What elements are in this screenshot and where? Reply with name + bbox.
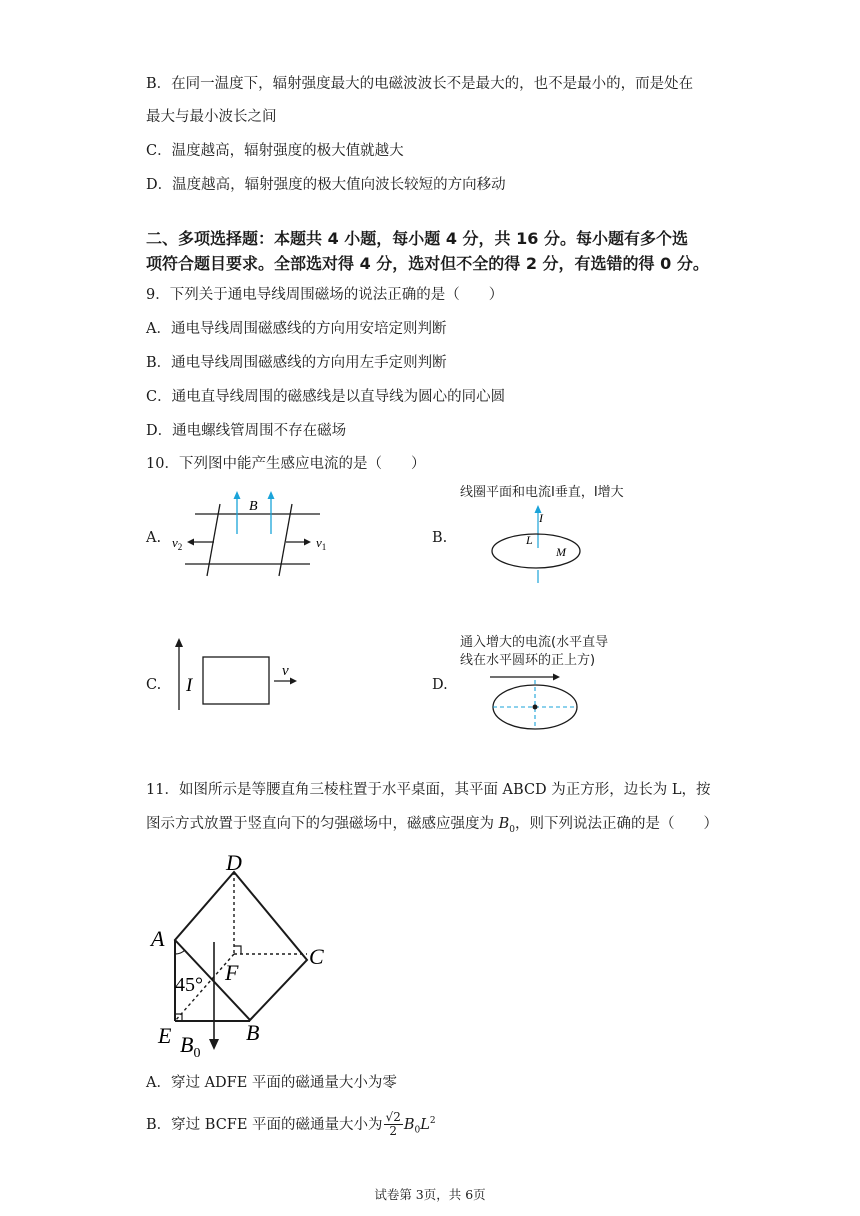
q10-fig-a-v2-label: $v_2$ <box>172 535 183 552</box>
q10-fig-b-caption: 线圈平面和电流I垂直，I增大 <box>460 485 624 500</box>
section2-heading-line1: 二、多项选择题：本题共 4 小题，每小题 4 分，共 16 分。每小题有多个选 <box>146 229 688 248</box>
q10-fig-d-caption-line2: 线在水平圆环的正上方) <box>460 653 596 668</box>
q11-fig-label-f: F <box>225 960 239 985</box>
q10-fig-a-b-label: B <box>249 499 258 514</box>
q9-stem: 9．下列关于通电导线周围磁场的说法正确的是（ ） <box>146 287 504 303</box>
q10-figure-b <box>490 500 590 590</box>
q11-option-b: B．穿过 BCFE 平面的磁通量大小为 $\frac{√2}{2}$ $B_0L^2$ <box>146 1110 436 1139</box>
q11-fig-label-b: B <box>246 1020 260 1045</box>
q11-fig-label-c: C <box>309 944 324 969</box>
q10-fig-d-caption-line1: 通入增大的电流(水平直导 <box>460 635 609 650</box>
q11-option-b-fraction: $\frac{√2}{2}$ <box>385 1110 401 1139</box>
q10-fig-a-v1-label: $v_1$ <box>316 535 327 552</box>
q9-option-b: B．通电导线周围磁感线的方向用左手定则判断 <box>146 355 447 371</box>
q10-figure-d <box>486 668 586 738</box>
q10-fig-b-l-label: L <box>526 533 533 547</box>
q11-fig-label-a: A <box>151 926 165 951</box>
q11-fig-label-b0: $B_0$ <box>180 1032 201 1061</box>
q9-option-c: C．通电直导线周围的磁感线是以直导线为圆心的同心圆 <box>146 389 506 405</box>
q10-label-b: B. <box>432 530 448 546</box>
q10-fig-c-v-label: v <box>282 663 289 679</box>
q10-figure-c <box>170 635 310 715</box>
q10-label-a: A. <box>146 530 162 546</box>
q10-figure-a <box>170 488 340 578</box>
q11-fig-label-d: D <box>226 850 242 875</box>
q8-option-d: D．温度越高，辐射强度的极大值向波长较短的方向移动 <box>146 177 506 193</box>
q10-fig-b-i-label: I <box>539 511 543 525</box>
q10-stem: 10．下列图中能产生感应电流的是（ ） <box>146 456 426 472</box>
q10-label-d: D. <box>432 677 448 693</box>
q11-stem-line2: 图示方式放置于竖直向下的匀强磁场中，磁感应强度为 $B_0$，则下列说法正确的是（ ） <box>146 816 718 835</box>
q8-option-b-line2: 最大与最小波长之间 <box>146 109 277 125</box>
section2-heading-line2: 项符合题目要求。全部选对得 4 分，选对但不全的得 2 分，有选错的得 0 分。 <box>146 254 709 273</box>
q10-label-c: C. <box>146 677 162 693</box>
q8-option-b-line1: B．在同一温度下，辐射强度最大的电磁波波长不是最大的，也不是最小的，而是处在 <box>146 76 694 92</box>
q9-option-d: D．通电螺线管周围不存在磁场 <box>146 423 347 439</box>
q11-stem-line1: 11．如图所示是等腰直角三棱柱置于水平桌面，其平面 ABCD 为正方形，边长为 L，按 <box>146 782 711 798</box>
q11-prism-figure <box>150 850 340 1061</box>
q8-option-c: C．温度越高，辐射强度的极大值就越大 <box>146 143 404 159</box>
q11-option-a: A．穿过 ADFE 平面的磁通量大小为零 <box>146 1075 397 1091</box>
q10-fig-b-m-label: M <box>556 545 566 559</box>
q11-fig-label-e: E <box>158 1023 172 1048</box>
q9-option-a: A．通电导线周围磁感线的方向用安培定则判断 <box>146 321 447 337</box>
q11-fig-label-angle: 45° <box>175 974 203 996</box>
q10-fig-c-i-label: I <box>186 675 193 696</box>
page-footer: 试卷第 3页，共 6页 <box>374 1187 486 1202</box>
